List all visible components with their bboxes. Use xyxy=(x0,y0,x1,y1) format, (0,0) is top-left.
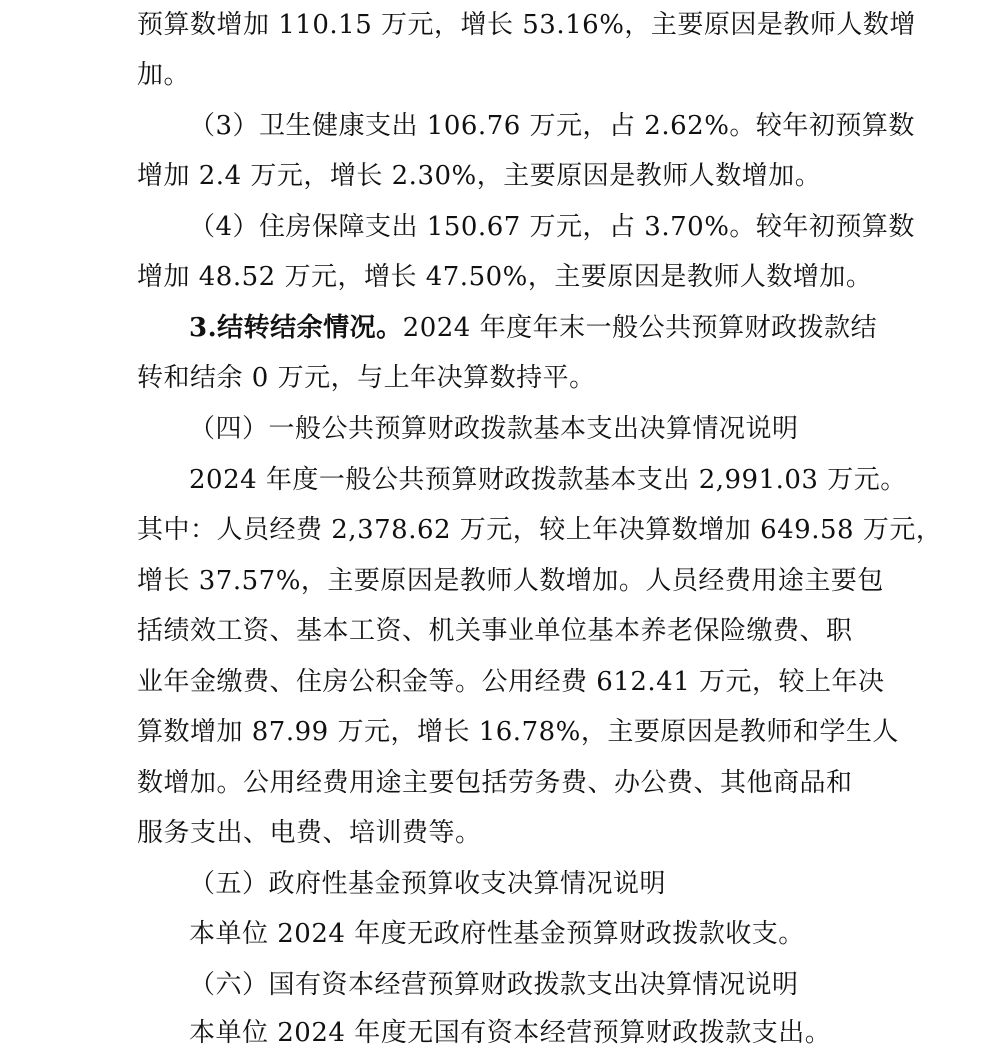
paragraph-line: 增长 37.57%，主要原因是教师人数增加。人员经费用途主要包 xyxy=(137,566,884,596)
paragraph-line xyxy=(189,303,877,353)
section-heading: （四）一般公共预算财政拨款基本支出决算情况说明 xyxy=(189,414,799,444)
paragraph-line: 加。 xyxy=(137,60,191,90)
section-heading-bold: 3.结转结余情况。 xyxy=(189,313,403,343)
paragraph-line: 服务支出、电费、培训费等。 xyxy=(137,818,482,848)
paragraph-line: 算数增加 87.99 万元，增长 16.78%，主要原因是教师和学生人 xyxy=(137,717,899,747)
paragraph-line: （3）卫生健康支出 106.76 万元，占 2.62%。较年初预算数 xyxy=(189,111,915,141)
paragraph-line: 本单位 2024 年度无政府性基金预算财政拨款收支。 xyxy=(189,919,805,949)
paragraph-line: 预算数增加 110.15 万元，增长 53.16%，主要原因是教师人数增 xyxy=(137,10,916,40)
section-heading: （五）政府性基金预算收支决算情况说明 xyxy=(189,869,667,899)
section-heading: （六）国有资本经营预算财政拨款支出决算情况说明 xyxy=(189,970,799,1000)
paragraph-line: 2024 年度一般公共预算财政拨款基本支出 2,991.03 万元。 xyxy=(189,465,907,495)
paragraph-line: 本单位 2024 年度无国有资本经营预算财政拨款支出。 xyxy=(189,1018,832,1048)
paragraph-text: 2024 年度年末一般公共预算财政拨款结 xyxy=(402,313,878,343)
paragraph-line: 数增加。公用经费用途主要包括劳务费、办公费、其他商品和 xyxy=(137,768,853,798)
paragraph-line: 增加 2.4 万元，增长 2.30%，主要原因是教师人数增加。 xyxy=(137,161,822,191)
paragraph-line: 其中：人员经费 2,378.62 万元，较上年决算数增加 649.58 万元， xyxy=(137,515,943,545)
paragraph-line: 业年金缴费、住房公积金等。公用经费 612.41 万元，较上年决 xyxy=(137,667,885,697)
paragraph-line: 增加 48.52 万元，增长 47.50%，主要原因是教师人数增加。 xyxy=(137,262,873,292)
paragraph-line: （4）住房保障支出 150.67 万元，占 3.70%。较年初预算数 xyxy=(189,212,915,242)
paragraph-line: 转和结余 0 万元，与上年决算数持平。 xyxy=(137,363,596,393)
paragraph-line: 括绩效工资、基本工资、机关事业单位基本养老保险缴费、职 xyxy=(137,616,853,646)
